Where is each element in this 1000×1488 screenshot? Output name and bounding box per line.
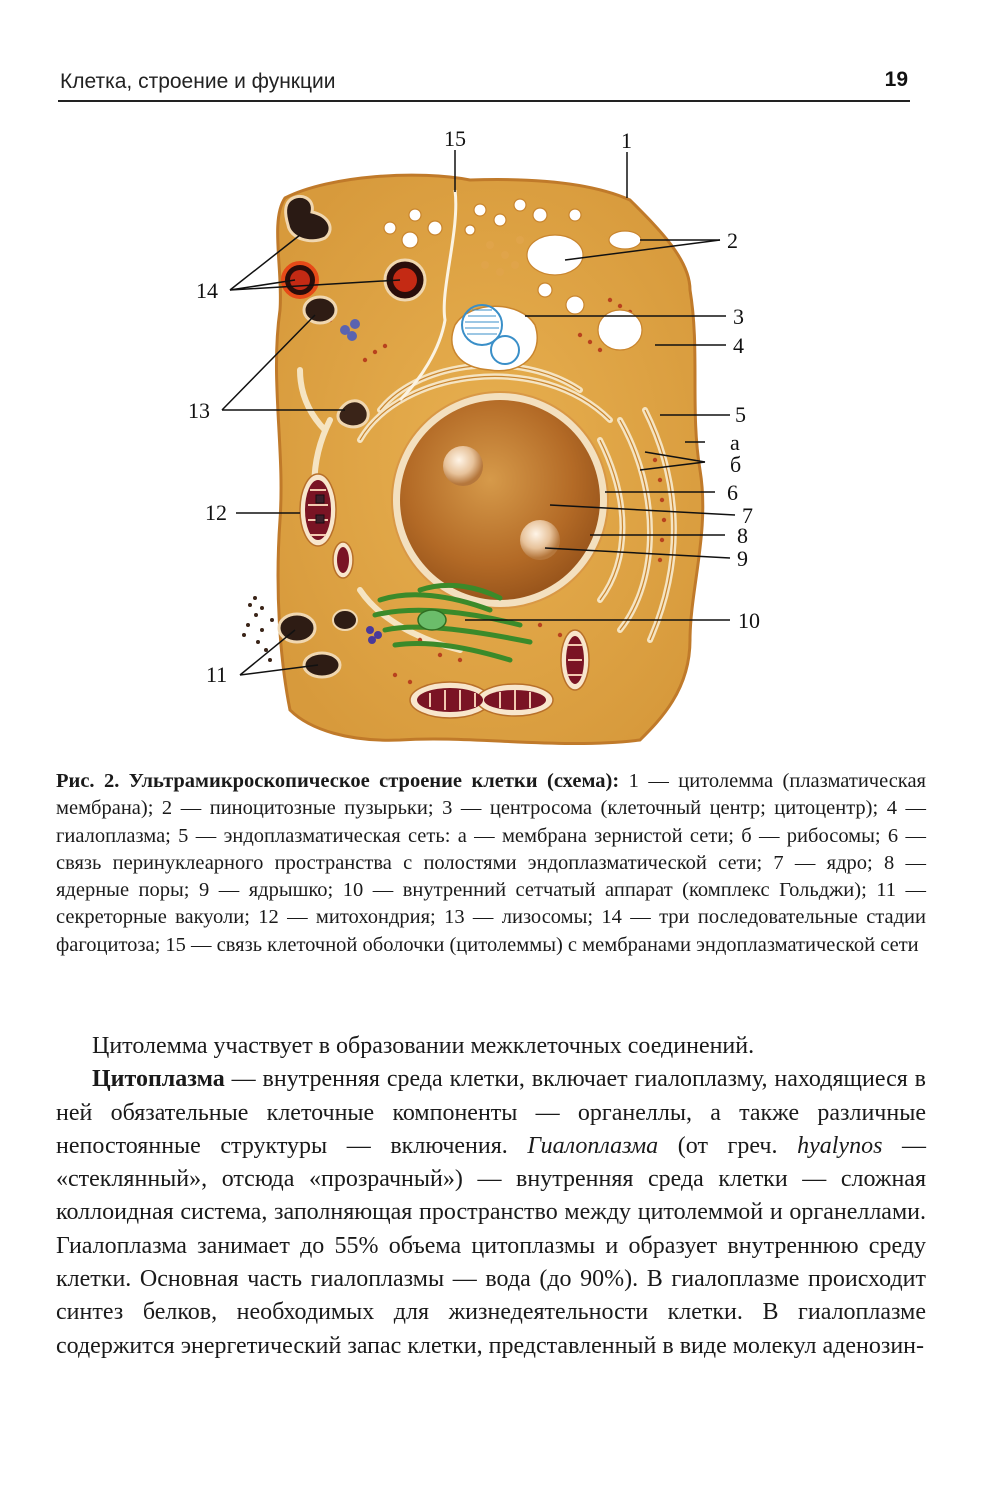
label-9: 9 bbox=[737, 546, 748, 571]
greek-word: hyalynos bbox=[797, 1132, 883, 1159]
label-15: 15 bbox=[444, 126, 466, 151]
figure-caption bbox=[56, 768, 926, 959]
paragraph-2-c: — «стеклянный», отсюда «прозрачный») — внутренняя среда клетки — сложная коллоидная система, заполняющая пространство между цитолеммой и органеллами. Гиалоплазма занимает до 55% объема цитоплазмы и образует внутреннюю среду клетки. Основная часть гиалоплазмы — вода (до 90%). В гиалоплазме происходит синтез белков, необходимых для жизнедеятельности клетки. В гиалоплазме содержится энергетический запас клетки, представленный в виде молекул аденозин- bbox=[56, 1132, 926, 1359]
label-11: 11 bbox=[206, 662, 228, 687]
paragraph-1-text: Цитолемма участвует в образовании межклеточных соединений. bbox=[92, 1033, 755, 1059]
label-b: б bbox=[730, 452, 742, 477]
cell-figure bbox=[0, 120, 1000, 760]
label-7: 7 bbox=[742, 503, 753, 528]
caption-lead: Рис. 2. Ультрамикроскопическое строение клетки (схема): bbox=[56, 770, 620, 792]
paragraph-2-b: (от греч. bbox=[658, 1132, 798, 1159]
label-2: 2 bbox=[727, 228, 738, 253]
running-title: Клетка, строение и функции bbox=[60, 70, 336, 93]
cell-diagram bbox=[0, 120, 1000, 760]
label-12: 12 bbox=[205, 500, 227, 525]
term-cytoplasm: Цитоплазма bbox=[92, 1066, 225, 1093]
paragraph-2-a: — внутренняя среда клетки, включает гиалоплазму, находящиеся в ней обязательные клеточные компоненты — органеллы, а также различные непостоянные структуры — включения. bbox=[56, 1066, 926, 1159]
label-3: 3 bbox=[733, 304, 744, 329]
label-1: 1 bbox=[621, 128, 632, 153]
label-4: 4 bbox=[733, 333, 744, 358]
label-10: 10 bbox=[738, 608, 760, 633]
label-6: 6 bbox=[727, 480, 738, 505]
label-13: 13 bbox=[188, 398, 210, 423]
paragraph-2 bbox=[56, 1063, 926, 1363]
centrosome bbox=[452, 305, 537, 371]
page-number: 19 bbox=[884, 68, 908, 91]
paragraph-1 bbox=[56, 1030, 926, 1063]
label-14: 14 bbox=[196, 278, 218, 303]
caption-text: 1 — цитолемма (плазматическая мембрана); 2 — пиноцитозные пузырьки; 3 — центросома (клеточный центр; цитоцентр); 4 — гиалоплазма; 5 — эндоплазматическая сеть: а — мембрана зернистой сети; б — рибосомы; 6 — связь перинуклеарного пространства с полостями эндоплазматической сети; 7 — ядро; 8 — ядерные поры; 9 — ядрышко; 10 — внутренний сетчатый аппарат (комплекс Гольджи); 11 — секреторные вакуоли; 12 — митохондрия; 13 — лизосомы; 14 — три последовательные стадии фагоцитоза; 15 — связь клеточной оболочки (цитолеммы) с мембранами эндоплазматической сети bbox=[56, 770, 926, 956]
running-head bbox=[58, 64, 910, 102]
body-text bbox=[56, 1030, 926, 1363]
label-a: а bbox=[730, 430, 740, 455]
label-5: 5 bbox=[735, 402, 746, 427]
nucleus bbox=[392, 392, 608, 608]
term-hyaloplasm: Гиалоплазма bbox=[527, 1132, 659, 1159]
label-8: 8 bbox=[737, 523, 748, 548]
